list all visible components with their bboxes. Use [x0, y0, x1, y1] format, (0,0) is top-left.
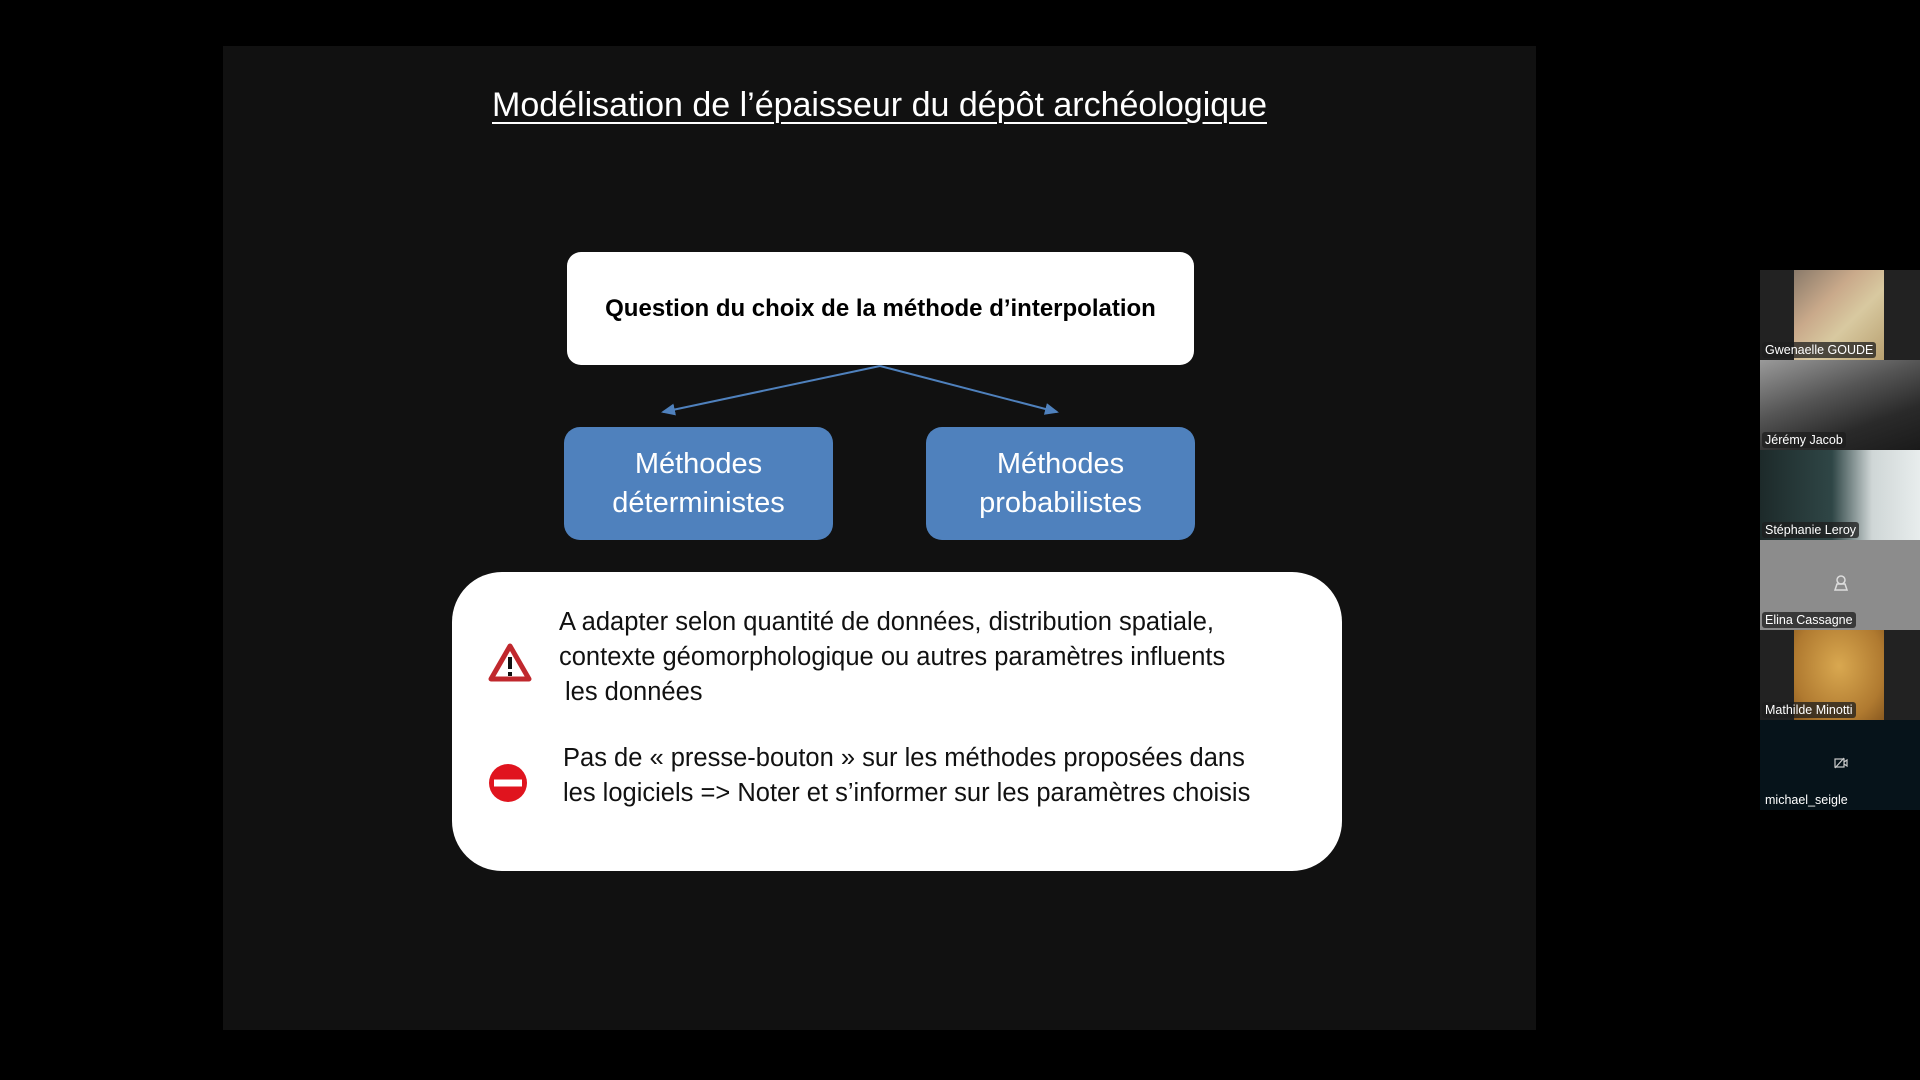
note-line: les données — [565, 678, 703, 706]
participant-tile[interactable] — [1760, 630, 1920, 720]
participant-tile[interactable] — [1760, 360, 1920, 450]
note-line: Pas de « presse-bouton » sur les méthodes proposées dans — [563, 744, 1245, 772]
note-text — [563, 741, 1250, 811]
participant-name: Jérémy Jacob — [1762, 432, 1846, 448]
note-text — [559, 605, 1225, 710]
participant-tile[interactable] — [1760, 720, 1920, 810]
note-line: contexte géomorphologique ou autres paramètres influents — [559, 643, 1226, 671]
participant-name: Mathilde Minotti — [1762, 702, 1856, 718]
note-line: les logiciels => Noter et s’informer sur les paramètres choisis — [563, 779, 1251, 807]
participant-name: Stéphanie Leroy — [1762, 522, 1859, 538]
shared-slide — [223, 46, 1536, 1030]
participant-name: Gwenaelle GOUDE — [1762, 342, 1876, 358]
warning-triangle-icon — [488, 643, 532, 688]
no-entry-icon — [488, 763, 528, 808]
method-line2: probabilistes — [979, 486, 1142, 519]
question-text: Question du choix de la méthode d’interpolation — [605, 294, 1156, 322]
video-off-icon — [1834, 756, 1848, 774]
participant-tile[interactable] — [1760, 450, 1920, 540]
deterministic-methods-box — [564, 427, 833, 540]
participant-tile[interactable] — [1760, 540, 1920, 630]
method-line2: déterministes — [612, 486, 785, 519]
participant-gallery — [1760, 270, 1920, 810]
method-line1: Méthodes — [634, 447, 763, 480]
participant-name: michael_seigle — [1765, 793, 1848, 807]
note-line: A adapter selon quantité de données, distribution spatiale, — [559, 608, 1214, 636]
webcam-icon — [1832, 574, 1850, 597]
diagram-arrows — [223, 46, 1536, 1030]
method-line1: Méthodes — [996, 447, 1125, 480]
slide-title: Modélisation de l’épaisseur du dépôt archéologique — [492, 86, 1267, 124]
participant-name: Elina Cassagne — [1762, 612, 1856, 628]
notes-panel — [452, 572, 1342, 871]
participant-tile[interactable] — [1760, 270, 1920, 360]
probabilistic-methods-box — [926, 427, 1195, 540]
question-box — [567, 252, 1194, 365]
